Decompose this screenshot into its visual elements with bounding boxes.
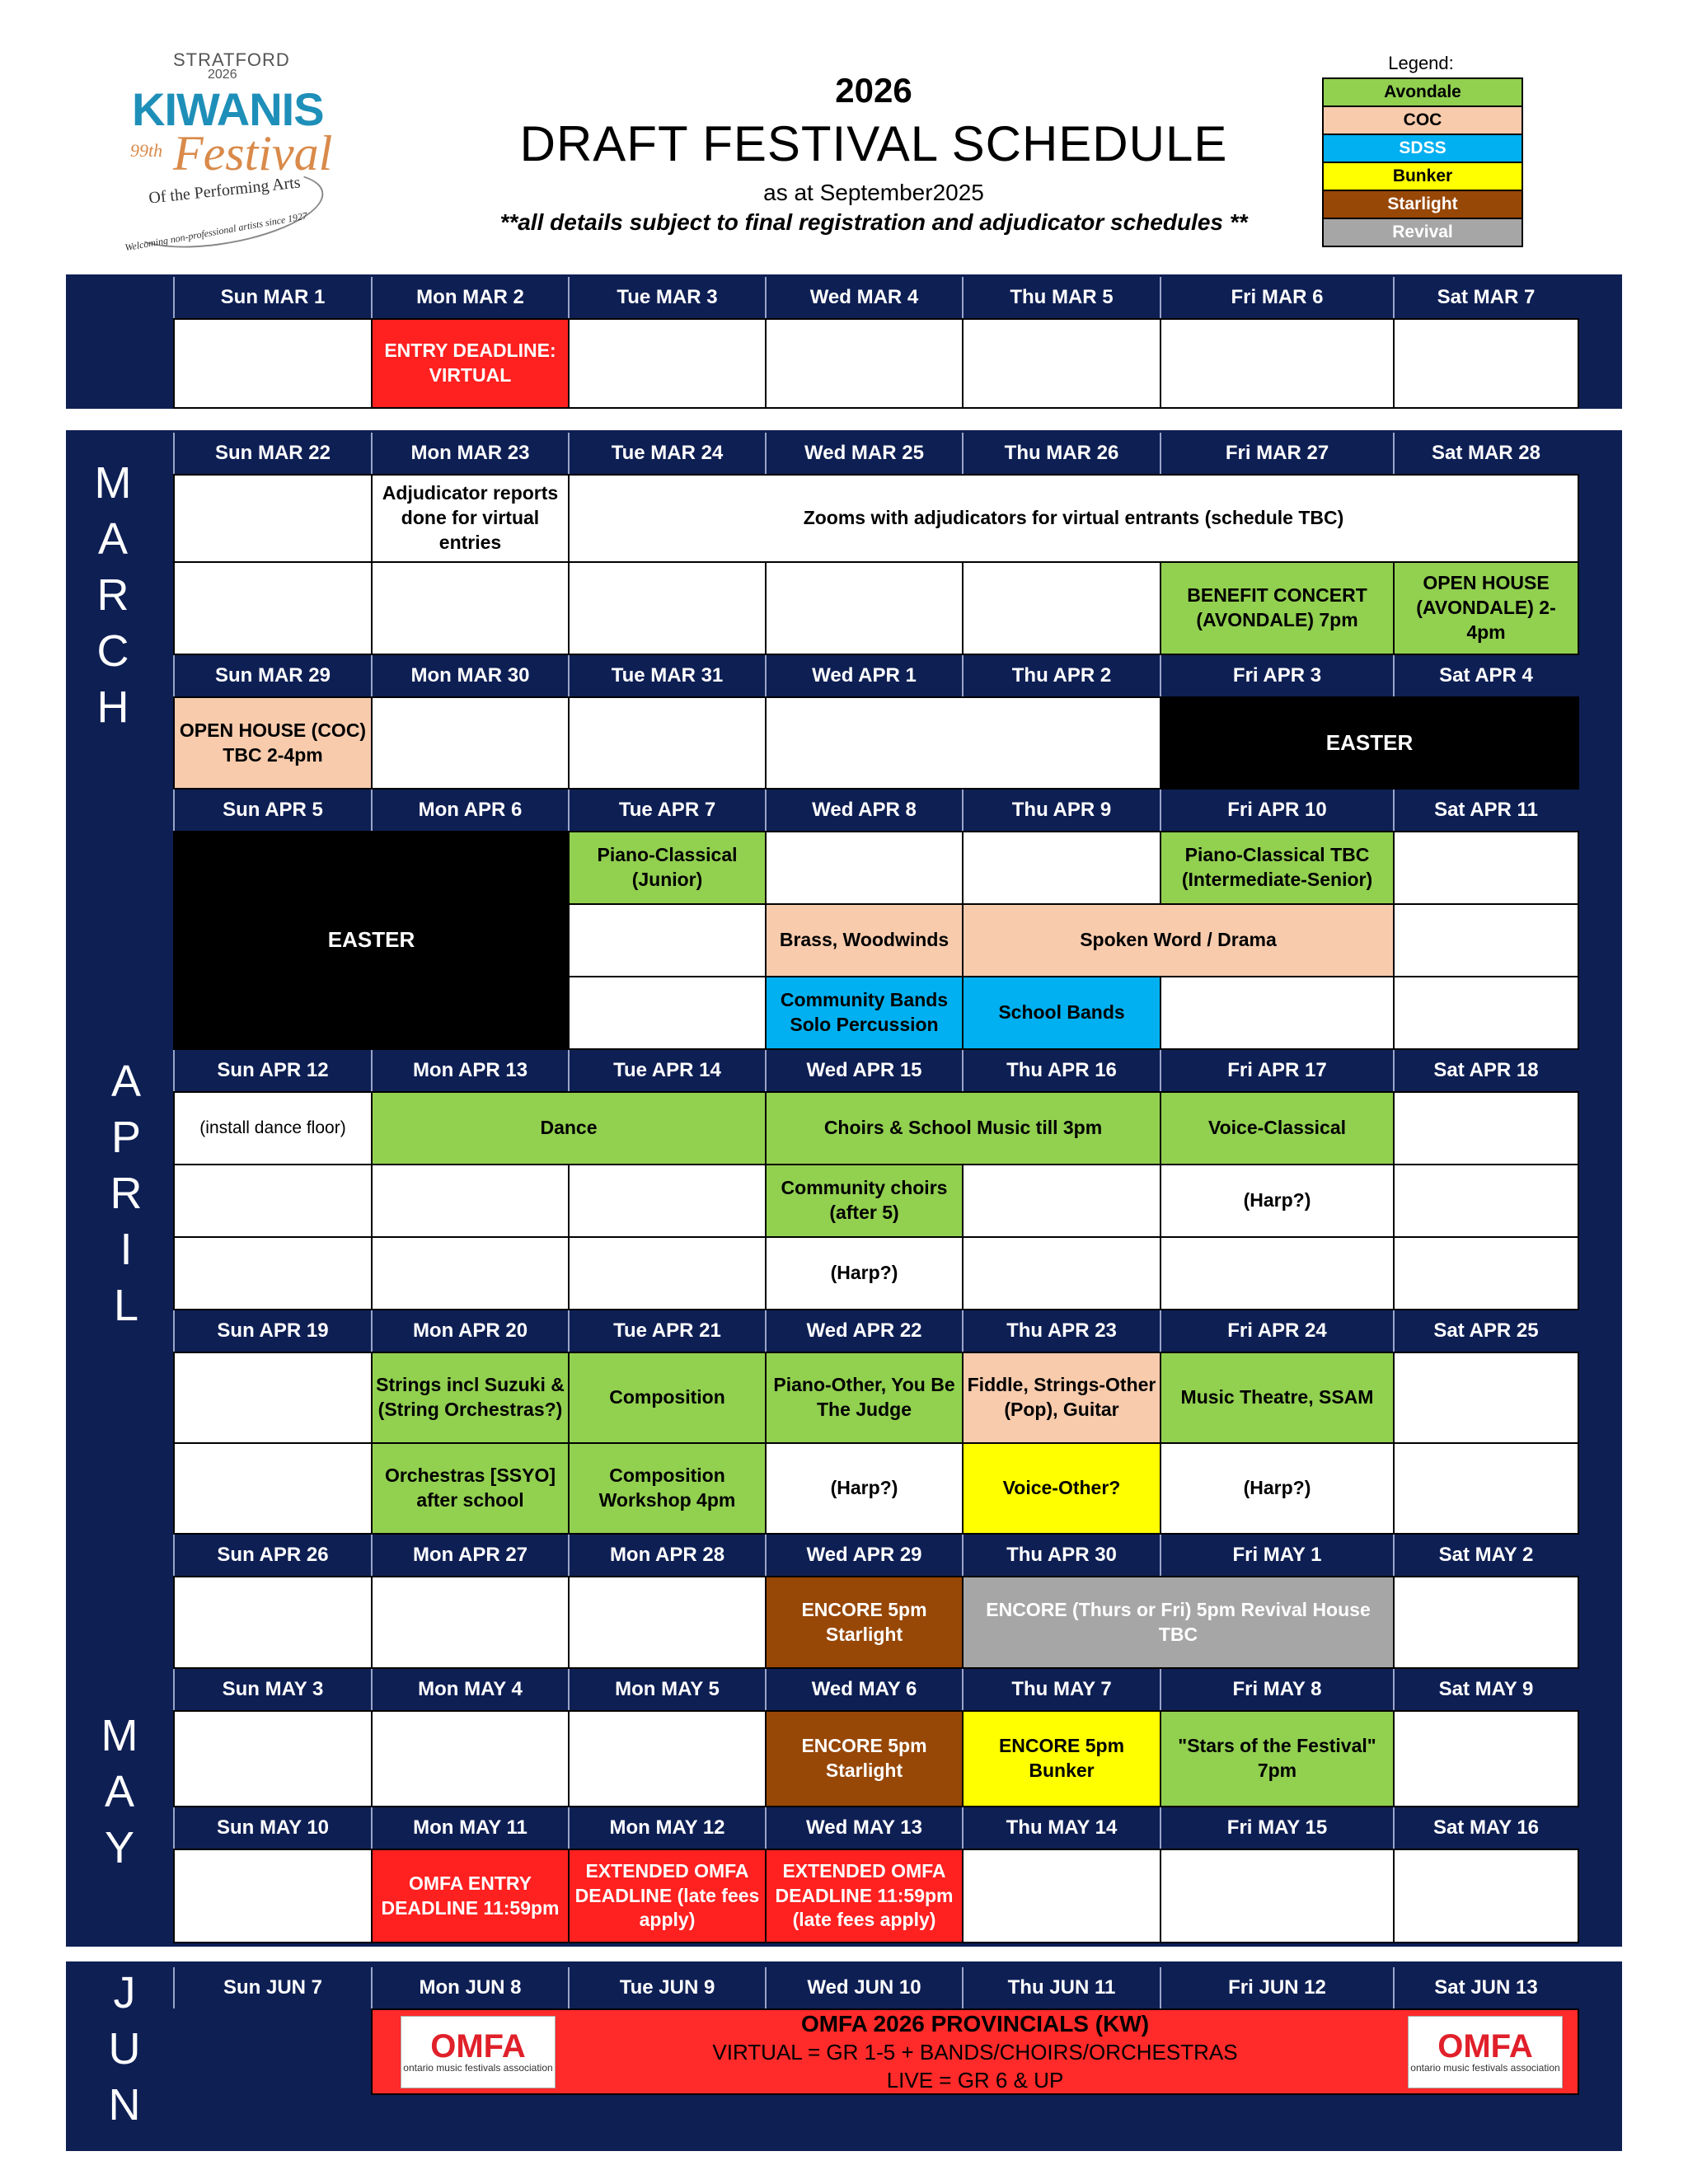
composition-cell: Composition [568,1352,767,1444]
empty-cell [173,1576,373,1669]
voice-other-cell: Voice-Other? [962,1442,1161,1535]
empty-cell [1393,318,1579,409]
empty-cell [371,1710,570,1807]
day-header: Wed APR 15 [765,1050,962,1091]
empty-cell [371,1576,570,1669]
day-header: Sun APR 12 [173,1050,371,1091]
empty-cell [765,318,964,409]
empty-cell [173,474,373,563]
day-header: Sat APR 11 [1393,790,1578,831]
day-header: Sun MAR 1 [173,277,371,318]
day-header: Sun MAY 3 [173,1669,371,1710]
easter-cell: EASTER [1160,696,1579,790]
omfa-entry-deadline-cell: OMFA ENTRY DEADLINE 11:59pm [371,1849,570,1943]
harp-cell: (Harp?) [765,1236,964,1310]
day-header: Mon MAY 4 [371,1669,568,1710]
day-header: Thu APR 30 [962,1535,1160,1576]
empty-cell [1393,903,1579,977]
empty-cell [568,561,767,655]
day-header: Sat APR 4 [1393,655,1578,696]
empty-cell [173,318,373,409]
empty-cell [1393,1849,1579,1943]
day-header: Mon MAR 2 [371,277,568,318]
empty-cell [962,1849,1161,1943]
empty-cell [1393,831,1579,905]
day-header: Wed APR 29 [765,1535,962,1576]
composition-workshop-cell: Composition Workshop 4pm [568,1442,767,1535]
spoken-word-cell: Spoken Word / Drama [962,903,1395,977]
day-header: Mon APR 27 [371,1535,568,1576]
legend-avondale: Avondale [1324,79,1522,107]
empty-cell [765,831,964,905]
kiwanis-logo [115,43,346,257]
day-header: Wed MAR 4 [765,277,962,318]
month-letter: I [120,1225,133,1274]
day-header: Tue APR 7 [568,790,765,831]
empty-cell [173,1236,373,1310]
disclaimer-note: **all details subject to final registration and adjudicator schedules ** [499,209,1248,235]
choirs-cell: Choirs & School Music till 3pm [765,1091,1161,1165]
legend-coc: COC [1324,107,1522,135]
empty-cell [1160,318,1395,409]
month-letter: U [108,2024,141,2074]
empty-cell [568,1164,767,1238]
day-header: Mon APR 13 [371,1050,568,1091]
day-header: Sat JUN 13 [1393,1967,1578,2008]
day-header: Thu APR 9 [962,790,1160,831]
empty-cell [568,696,767,790]
provincials-live: LIVE = GR 6 & UP [886,2067,1064,2093]
day-header: Wed APR 22 [765,1310,962,1352]
brass-woodwinds-cell: Brass, Woodwinds [765,903,964,977]
day-header: Tue JUN 9 [568,1967,765,2008]
day-header: Wed MAR 25 [765,433,962,474]
strings-cell: Strings incl Suzuki & (String Orchestras?) [371,1352,570,1444]
empty-cell [962,561,1161,655]
day-header: Tue APR 14 [568,1050,765,1091]
community-choirs-cell: Community choirs (after 5) [765,1164,964,1238]
month-letter: M [101,1711,138,1760]
day-header: Mon APR 20 [371,1310,568,1352]
encore-starlight-cell: ENCORE 5pm Starlight [765,1710,964,1807]
empty-cell [962,318,1161,409]
empty-cell [568,976,767,1050]
legend-sdss: SDSS [1324,135,1522,163]
day-header: Sun MAR 29 [173,655,371,696]
month-letter: R [110,1169,143,1218]
benefit-concert-cell: BENEFIT CONCERT (AVONDALE) 7pm [1160,561,1395,655]
empty-cell [1393,1236,1579,1310]
empty-cell [371,1236,570,1310]
day-header: Sat MAY 16 [1393,1807,1578,1849]
empty-cell [765,696,1161,790]
empty-cell [371,1164,570,1238]
open-house-avondale-cell: OPEN HOUSE (AVONDALE) 2-4pm [1393,561,1579,655]
empty-cell [962,1164,1161,1238]
month-letter: P [110,1113,142,1162]
empty-cell [1393,1091,1579,1165]
logo-tagline: Of the Performing Arts [148,173,302,208]
empty-cell [173,1352,373,1444]
empty-cell [173,1849,373,1943]
legend-title: Legend: [1388,53,1454,73]
day-header: Fri MAR 6 [1160,277,1393,318]
day-header: Mon JUN 8 [371,1967,568,2008]
day-header: Wed APR 1 [765,655,962,696]
empty-cell [1393,1442,1579,1535]
empty-cell [371,696,570,790]
day-header: Mon APR 28 [568,1535,765,1576]
day-header: Tue MAR 24 [568,433,765,474]
empty-cell [1393,1352,1579,1444]
logo-motto: Welcoming non-professional artists since 1927 [124,209,308,254]
community-bands-cell: Community Bands Solo Percussion [765,976,964,1050]
empty-cell [962,1236,1161,1310]
month-letter: L [113,1281,139,1330]
logo-edition: 99th [130,140,163,161]
empty-cell [1393,1164,1579,1238]
day-header: Fri APR 24 [1160,1310,1393,1352]
day-header: Sat APR 25 [1393,1310,1578,1352]
month-letter: C [96,626,129,676]
empty-cell [1393,976,1579,1050]
logo-name: KIWANIS [132,83,324,135]
voice-classical-cell: Voice-Classical [1160,1091,1395,1165]
day-header: Fri APR 10 [1160,790,1393,831]
day-header: Mon APR 6 [371,790,568,831]
omfa-logo-right [1408,2016,1563,2088]
empty-cell [1393,1710,1579,1807]
page-title: DRAFT FESTIVAL SCHEDULE [519,116,1228,171]
omfa-extended-deadline-cell: EXTENDED OMFA DEADLINE (late fees apply) [568,1849,767,1943]
piano-junior-cell: Piano-Classical (Junior) [568,831,767,905]
day-header: Fri MAY 1 [1160,1535,1393,1576]
harp-cell: (Harp?) [1160,1442,1395,1535]
day-header: Mon MAY 5 [568,1669,765,1710]
music-theatre-cell: Music Theatre, SSAM [1160,1352,1395,1444]
empty-cell [173,561,373,655]
omfa-logo-sub: ontario music festivals association [1410,2062,1560,2074]
day-header: Fri MAY 15 [1160,1807,1393,1849]
month-letter: A [104,1767,135,1816]
day-header: Fri APR 17 [1160,1050,1393,1091]
day-header: Wed MAY 6 [765,1669,962,1710]
day-header: Sun MAY 10 [173,1807,371,1849]
omfa-logo-sub: ontario music festivals association [403,2062,553,2074]
month-letter: M [94,458,132,508]
day-header: Fri MAR 27 [1160,433,1393,474]
omfa-extended-deadline-cell: EXTENDED OMFA DEADLINE 11:59pm (late fees apply) [765,1849,964,1943]
day-header: Mon MAY 11 [371,1807,568,1849]
piano-other-cell: Piano-Other, You Be The Judge [765,1352,964,1444]
day-header: Thu APR 23 [962,1310,1160,1352]
legend-revival: Revival [1324,219,1522,246]
day-header: Thu JUN 11 [962,1967,1160,2008]
day-header: Thu APR 2 [962,655,1160,696]
day-header: Sat MAY 2 [1393,1535,1578,1576]
encore-starlight-cell: ENCORE 5pm Starlight [765,1576,964,1669]
day-header: Tue APR 21 [568,1310,765,1352]
day-header: Wed MAY 13 [765,1807,962,1849]
day-header: Thu MAR 5 [962,277,1160,318]
provincials-title: OMFA 2026 PROVINCIALS (KW) [800,2010,1150,2036]
easter-cell: EASTER [173,831,570,1050]
logo-festival: Festival [173,126,333,180]
encore-revival-cell: ENCORE (Thurs or Fri) 5pm Revival House TBC [962,1576,1395,1669]
day-header: Sat MAY 9 [1393,1669,1578,1710]
day-header: Fri JUN 12 [1160,1967,1393,2008]
day-header: Mon MAR 30 [371,655,568,696]
empty-cell [568,903,767,977]
piano-intermediate-cell: Piano-Classical TBC (Intermediate-Senior) [1160,831,1395,905]
month-letter: R [96,570,129,620]
day-header: Sun APR 26 [173,1535,371,1576]
open-house-coc-cell: OPEN HOUSE (COC) TBC 2-4pm [173,696,373,790]
empty-cell [1160,1849,1395,1943]
day-header: Thu APR 16 [962,1050,1160,1091]
school-bands-cell: School Bands [962,976,1161,1050]
month-letter: Y [104,1823,135,1872]
install-dance-floor-cell: (install dance floor) [173,1091,373,1165]
omfa-logo-text: OMFA [430,2028,526,2065]
legend-bunker: Bunker [1324,163,1522,191]
logo-year: 2026 [208,68,237,82]
day-header: Sat MAR 7 [1393,277,1578,318]
legend-starlight: Starlight [1324,191,1522,219]
day-header: Sun APR 19 [173,1310,371,1352]
month-letter: A [110,1057,142,1106]
omfa-logo-text: OMFA [1437,2028,1533,2065]
month-letter: N [108,2080,141,2130]
harp-cell: (Harp?) [1160,1164,1395,1238]
fiddle-cell: Fiddle, Strings-Other (Pop), Guitar [962,1352,1161,1444]
empty-cell [173,1710,373,1807]
as-at-date: as at September2025 [763,180,984,205]
empty-cell [173,1442,373,1535]
day-header: Wed APR 8 [765,790,962,831]
dance-cell: Dance [371,1091,767,1165]
day-header: Thu MAY 14 [962,1807,1160,1849]
day-header: Tue MAR 31 [568,655,765,696]
empty-cell [962,831,1161,905]
zooms-cell: Zooms with adjudicators for virtual entrants (schedule TBC) [568,474,1579,563]
day-header: Sun JUN 7 [173,1967,371,2008]
empty-cell [568,318,767,409]
day-header: Sun MAR 22 [173,433,371,474]
empty-cell [173,2008,373,2144]
day-header: Sun APR 5 [173,790,371,831]
day-header: Thu MAR 26 [962,433,1160,474]
month-letter: J [113,1968,136,2018]
day-header: Fri MAY 8 [1160,1669,1393,1710]
day-header: Sat APR 18 [1393,1050,1578,1091]
empty-cell [568,1576,767,1669]
empty-cell [1160,976,1395,1050]
provincials-virtual: VIRTUAL = GR 1-5 + BANDS/CHOIRS/ORCHESTRAS [712,2039,1238,2064]
empty-cell [173,1164,373,1238]
empty-cell [765,561,964,655]
schedule-year: 2026 [835,71,912,110]
entry-deadline-cell: ENTRY DEADLINE: VIRTUAL [371,318,570,409]
encore-bunker-cell: ENCORE 5pm Bunker [962,1710,1161,1807]
empty-cell [568,1710,767,1807]
day-header: Thu MAY 7 [962,1669,1160,1710]
legend [1322,77,1523,247]
day-header: Fri APR 3 [1160,655,1393,696]
harp-cell: (Harp?) [765,1442,964,1535]
orchestras-cell: Orchestras [SSYO] after school [371,1442,570,1535]
month-letter: H [96,682,129,732]
empty-cell [568,1236,767,1310]
day-header: Tue MAR 3 [568,277,765,318]
day-header: Mon MAY 12 [568,1807,765,1849]
empty-cell [1160,1236,1395,1310]
day-header: Wed JUN 10 [765,1967,962,2008]
day-header: Mon MAR 23 [371,433,568,474]
omfa-logo-left [401,2016,556,2088]
adjudicator-reports-cell: Adjudicator reports done for virtual entries [371,474,570,563]
stars-of-festival-cell: "Stars of the Festival" 7pm [1160,1710,1395,1807]
month-letter: A [97,514,129,564]
empty-cell [371,561,570,655]
logo-city: STRATFORD [173,49,290,70]
empty-cell [1393,1576,1579,1669]
day-header: Sat MAR 28 [1393,433,1578,474]
